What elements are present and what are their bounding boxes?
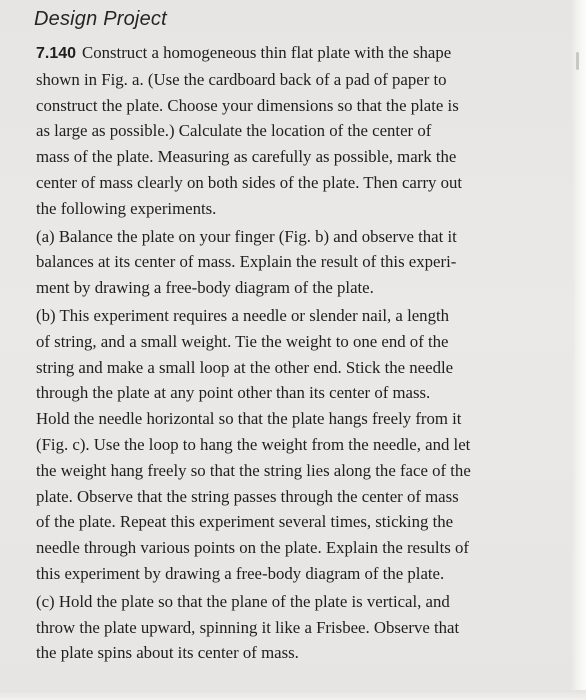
text-line: (b) This experiment requires a needle or slender nail, a length [36,305,450,325]
text-line: the plate spins about its center of mass. [36,643,299,663]
text-line: as large as possible.) Calculate the location of the center of [36,121,432,141]
text-line: ment by drawing a free-body diagram of the plate. [36,278,374,298]
text-line [36,40,566,67]
page-bottom-edge [0,690,586,700]
text-line: through the plate at any point other than its center of mass. [36,383,431,403]
text-line: this experiment by drawing a free-body diagram of the plate. [36,563,445,583]
text-line: construct the plate. Choose your dimensions so that the plate is [36,95,459,115]
text-line: (a) Balance the plate on your finger (Fig. b) and observe that it [36,226,457,246]
text-line: Hold the needle horizontal so that the plate hangs freely from it [36,409,462,429]
text-line: (c) Hold the plate so that the plane of the plate is vertical, and [36,591,450,611]
part-a [36,224,566,301]
text-line: needle through various points on the plate. Explain the results of [36,538,469,558]
edge-mark [576,52,579,70]
text-line: balances at its center of mass. Explain the result of this experi- [36,252,457,272]
text-line: of the plate. Repeat this experiment several times, sticking the [36,512,454,532]
problem-number: 7.140 [36,45,77,62]
text-line: (Fig. c). Use the loop to hang the weight from the needle, and let [36,434,471,454]
text-line: mass of the plate. Measuring as carefully as possible, mark the [36,147,457,167]
page-right-edge [572,0,586,700]
text-line: of string, and a small weight. Tie the weight to one end of the [36,331,449,351]
section-heading: Design Project [34,8,167,30]
text-line: shown in Fig. a. (Use the cardboard back of a pad of paper to [36,69,447,89]
part-b [36,303,566,587]
problem-intro [36,40,566,222]
text-line: the weight hang freely so that the string lies along the face of the [36,460,471,480]
text-line: throw the plate upward, spinning it like a Frisbee. Observe that [36,617,460,637]
text-line: string and make a small loop at the other end. Stick the needle [36,357,454,377]
text-line: center of mass clearly on both sides of the plate. Then carry out [36,172,463,192]
text-line-lead: Construct a homogeneous thin flat plate with the shape [82,43,452,62]
problem-body [36,40,566,668]
part-c [36,589,566,666]
text-line: the following experiments. [36,198,217,218]
text-line: plate. Observe that the string passes through the center of mass [36,486,459,506]
